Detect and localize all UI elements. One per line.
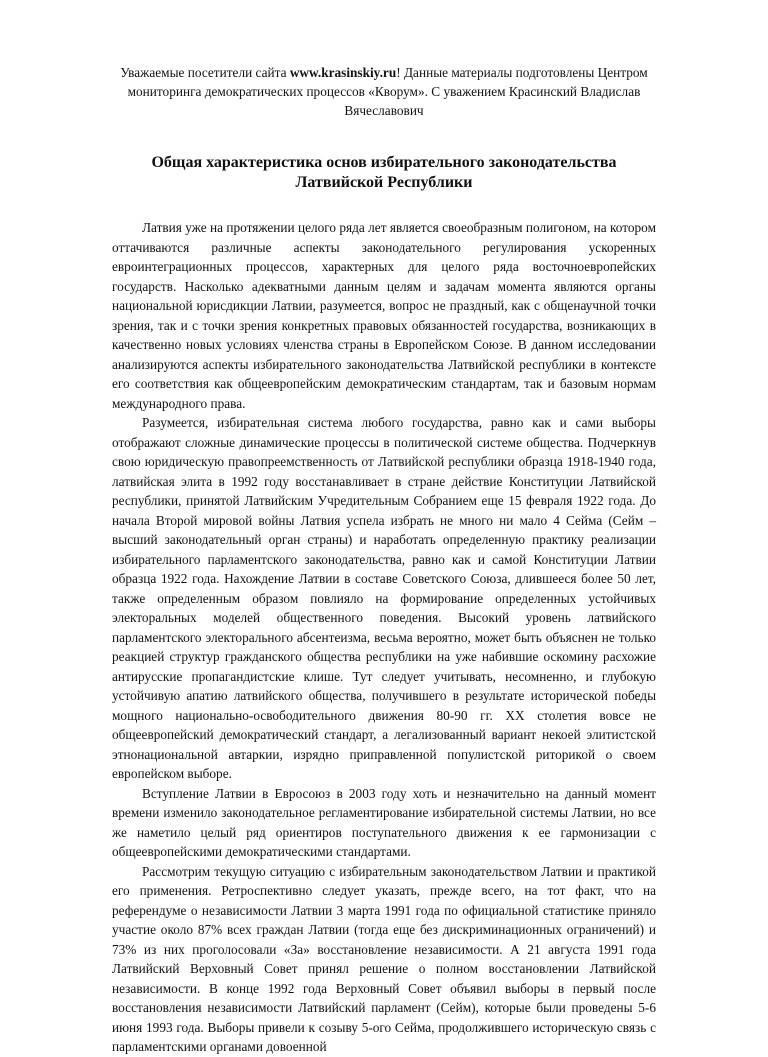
site-notice — [112, 63, 656, 120]
paragraph: Вступление Латвии в Евросоюз в 2003 году хоть и незначительно на данный момент времени изменило законодательное регламентирование избирательной системы Латвии, но все же наметило целый ряд ориентиров поступательного движения к ее гармонизации с общеевропейскими демократическими стандартами. — [112, 785, 656, 859]
document-page — [112, 63, 656, 1057]
document-body — [112, 218, 656, 1057]
site-url[interactable]: www.krasinskiy.ru — [289, 65, 397, 80]
paragraph: Рассмотрим текущую ситуацию с избирательным законодательством Латвии и практикой его применения. Ретроспективно следует указать, прежде всего, на тот факт, что на референдуме о независимости Латвии 3 марта 1991 года по официальной статистике приняло участие около 87% всех граждан Латвии (тогда еще без дискриминационных ограничений) и 73% из них проголосовали «За» восстановление независимости. А 21 августа 1991 года Латвийский Верховный Совет принял решение о полном восстановлении Латвийской независимости. В конце 1992 года Верховный Совет объявил выборы в первый после восстановления независимости Латвийский парламент (Сейм), которые были проведены 5-6 июня 1993 года. Выборы привели к созыву 5-ого Сейма, продолжившего историческую связь с парламентскими органами довоенной — [112, 863, 656, 1054]
paragraph: Разумеется, избирательная система любого государства, равно как и сами выборы отображают сложные динамические процессы в политической системе общества. Подчеркнув свою юридическую правопреемственность от Латвийской республики образца 1918-1940 года, латвийская элита в 1992 году восстанавливает в стране действие Конституции Латвийской республики, принятой Латвийским Учредительным Собранием еще 15 февраля 1922 года. До начала Второй мировой войны Латвия успела избрать не много ни мало 4 Сейма (Сейм – высший законодательный орган страны) и наработать определенную практику реализации избирательного парламентского законодательства, равно как и самой Конституции Латвии образца 1922 года. Нахождение Латвии в составе Советского Союза, длившееся более 50 лет, также определенным образом повлияло на формирование определенных устойчивых электоральных моделей общественного поведения. Высокий уровень латвийского парламентского электорального абсентеизма, весьма вероятно, может быть объяснен не только реакцией структур гражданского общества республики на уже набившие оскомину расхожие антирусские пропагандистские клише. Тут следует учитывать, несомненно, и глубокую устойчивую апатию латвийского общества, получившего в результате исторической победы мощного национально-освободительного движения 80-90 гг. XX столетия вовсе не общеевропейский демократический стандарт, а легализованный вариант некоей элитистской этнонациональной автаркии, изрядно приправленной популистской риторикой о своем европейском выборе. — [112, 415, 656, 781]
site-notice-prefix: Уважаемые посетители сайта — [120, 65, 290, 80]
paragraph: Латвия уже на протяжении целого ряда лет является своеобразным полигоном, на котором оттачиваются различные аспекты законодательного регулирования ускоренных евроинтеграционных процессов, характерных для целого ряда восточноевропейских государств. Насколько адекватными данным целям и задачам момента являются органы национальной юрисдикции Латвии, разумеется, вопрос не праздный, как с общенаучной точки зрения, так и с точки зрения конкретных правовых обязанностей государства, возникающих в качественно новых условиях членства страны в Европейском Союзе. В данном исследовании анализируются аспекты избирательного законодательства Латвийской республики в контексте его соответствия как общеевропейским демократическим стандартам, так и базовым нормам международного права. — [112, 220, 656, 411]
document-title: Общая характеристика основ избирательного законодательства Латвийской Республики — [151, 154, 617, 191]
site-notice-suffix: ! Данные материалы подготовлены Центром мониторинга демократических процессов «Кворум». С уважением Красинский Владислав Вячеславович — [127, 65, 648, 118]
